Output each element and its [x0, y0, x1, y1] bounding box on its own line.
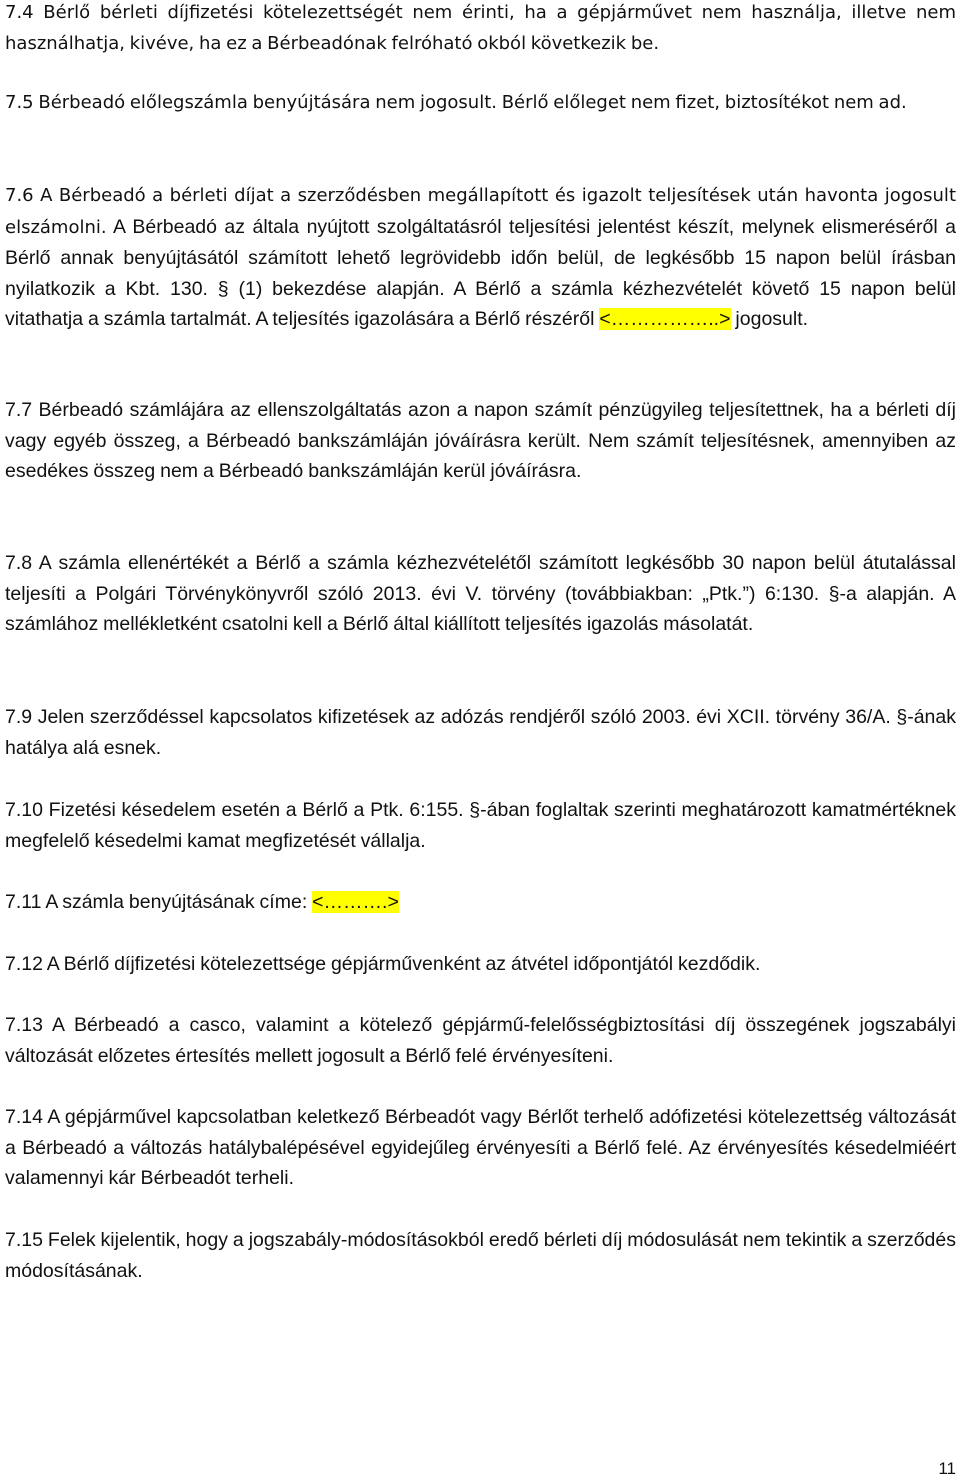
paragraph-7-10: 7.10 Fizetési késedelem esetén a Bérlő a Ptk. 6:155. §-ában foglaltak szerinti meghatározott kamatmértéknek megfelelő késedelmi kamat megfizetését vállalja.: [5, 799, 956, 852]
paragraph-7-8: 7.8 A számla ellenértékét a Bérlő a számla kézhezvételétől számított legkésőbb 30 napon belül átutalással teljesíti a Polgári Törvénykönyvről szóló 2013. évi V. törvény (továbbiakban: „Ptk.”) 6:130. §-a alapján. A számlához mellékletként csatolni kell a Bérlő által kiállított teljesítés igazolás másolatát.: [5, 552, 956, 635]
page-number: 11: [938, 1459, 956, 1478]
paragraph-7-12: 7.12 A Bérlő díjfizetési kötelezettsége gépjárművenként az átvétel időpontjától kezdődik.: [5, 953, 761, 975]
paragraph-7-5: 7.5 Bérbeadó előlegszámla benyújtására nem jogosult. Bérlő előleget nem fizet, biztosítékot nem ad.: [5, 92, 907, 113]
paragraph-7-15: 7.15 Felek kijelentik, hogy a jogszabály-módosításokból eredő bérleti díj módosulását nem tekintik a szerződés módosításának.: [5, 1229, 956, 1282]
paragraph-7-11: [5, 887, 956, 918]
paragraph-7-6: [5, 180, 956, 335]
paragraph-7-9: 7.9 Jelen szerződéssel kapcsolatos kifizetések az adózás rendjéről szóló 2003. évi XCII. törvény 36/A. §-ának hatálya alá esnek.: [5, 706, 956, 759]
invoice-address-placeholder: <……….>: [312, 891, 399, 913]
paragraph-7-6-intro: 7.6 A Bérbeadó a bérleti díjat a szerződésben megállapított és igazolt teljesítések után havonta jogosult elszámolni.: [5, 185, 956, 238]
paragraph-7-14: 7.14 A gépjárművel kapcsolatban keletkező Bérbeadót vagy Bérlőt terhelő adófizetési kötelezettség változását a Bérbeadó a változás hatálybalépésével egyidejűleg érvényesíti a Bérlő felé. Az érvényesítés késedelmiéért valamennyi kár Bérbeadót terheli.: [5, 1106, 956, 1189]
paragraph-7-6-body: A Bérbeadó az általa nyújtott szolgáltatásról teljesítési jelentést készít, melynek elismeréséről a Bérlő annak benyújtásától számított lehető legrövidebb időn belül, de legkésőbb 15 napon belül írásban nyilatkozik a Kbt. 130. § (1) bekezdése alapján. A Bérlő a számla kézhezvételét követő 15 napon belül vitathatja a számla tartalmát. A teljesítés igazolására a Bérlő részéről: [5, 215, 956, 330]
recipient-placeholder: <……………..>: [599, 308, 731, 330]
paragraph-7-13: 7.13 A Bérbeadó a casco, valamint a kötelező gépjármű-felelősségbiztosítási díj összegének jogszabályi változását előzetes értesítés mellett jogosult a Bérlő felé érvényesíteni.: [5, 1014, 956, 1067]
paragraph-7-6-end: jogosult.: [730, 308, 809, 330]
paragraph-7-11-text: 7.11 A számla benyújtásának címe:: [5, 891, 313, 913]
paragraph-7-4: 7.4 Bérlő bérleti díjfizetési kötelezettségét nem érinti, ha a gépjárművet nem használja, illetve nem használhatja, kivéve, ha ez a Bérbeadónak felróható okból következik be.: [5, 2, 956, 54]
paragraph-7-7: 7.7 Bérbeadó számlájára az ellenszolgáltatás azon a napon számít pénzügyileg teljesítettnek, ha a bérleti díj vagy egyéb összeg, a Bérbeadó bankszámláján jóváírásra került. Nem számít teljesítésnek, amennyiben az esedékes összeg nem a Bérbeadó bankszámláján kerül jóváírásra.: [5, 399, 956, 482]
